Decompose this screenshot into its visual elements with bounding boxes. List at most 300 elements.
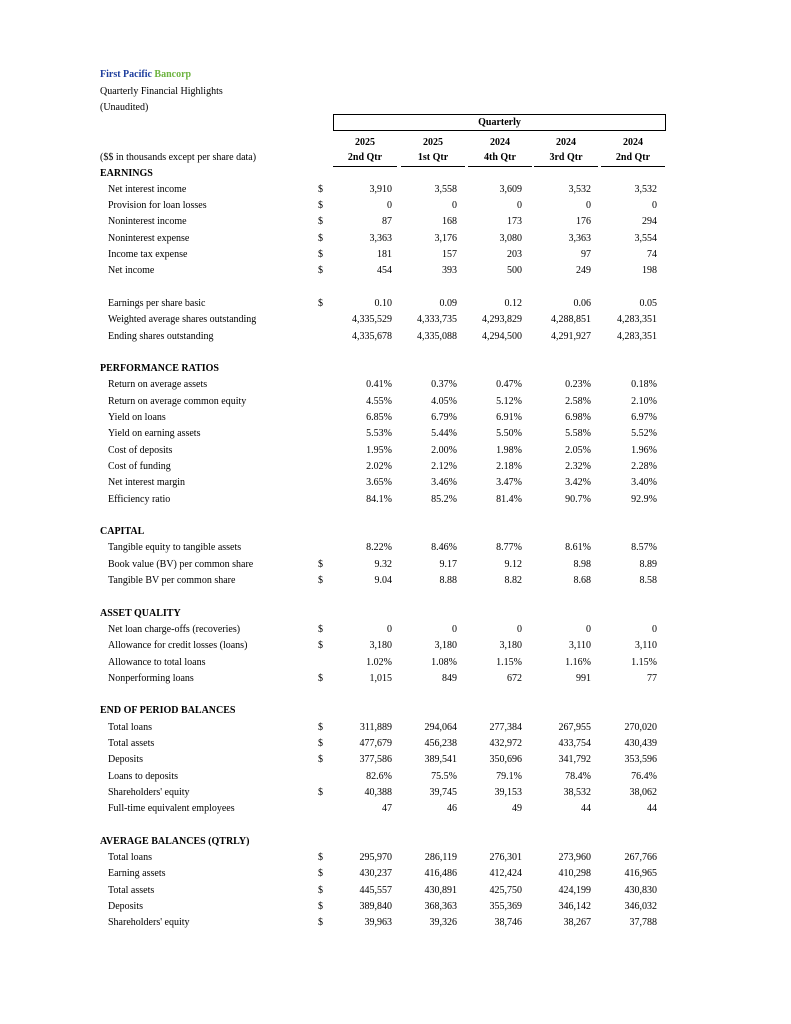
cell-value: 1.08% xyxy=(431,656,457,668)
cell-value: 4.55% xyxy=(366,395,392,407)
cell-value: 4,291,927 xyxy=(551,330,591,342)
cell-value: 157 xyxy=(442,249,457,260)
dollar-sign: $ xyxy=(318,721,323,733)
row-label: Shareholders' equity xyxy=(108,786,190,798)
cell-value: 49 xyxy=(512,803,522,815)
cell-value: 0.47% xyxy=(496,379,522,391)
dollar-sign: $ xyxy=(318,852,323,864)
cell-value: 6.85% xyxy=(366,412,392,423)
spacer-row xyxy=(0,345,791,361)
cell-value: 75.5% xyxy=(431,770,457,782)
cell-value: 97 xyxy=(581,249,591,260)
cell-value: 47 xyxy=(382,803,392,815)
cell-value: 3.40% xyxy=(631,477,657,489)
cell-value: 500 xyxy=(507,265,522,277)
table-row xyxy=(0,377,791,393)
table-row xyxy=(0,736,791,752)
cell-value: 8.89 xyxy=(639,558,657,570)
cell-value: 0.10 xyxy=(374,297,392,309)
table-row xyxy=(0,263,791,279)
cell-value: 1.16% xyxy=(565,656,591,668)
cell-value: 198 xyxy=(642,265,657,277)
cell-value: 78.4% xyxy=(565,770,591,782)
row-label: Total assets xyxy=(108,884,155,896)
cell-value: 2.28% xyxy=(631,460,657,472)
dollar-sign: $ xyxy=(318,623,323,635)
cell-value: 0 xyxy=(517,623,522,635)
cell-value: 991 xyxy=(576,672,591,684)
table-row xyxy=(0,769,791,785)
cell-value: 346,142 xyxy=(558,901,591,912)
cell-value: 0 xyxy=(586,200,591,212)
cell-value: 3,532 xyxy=(634,183,657,195)
cell-value: 0.41% xyxy=(366,379,392,391)
cell-value: 8.82 xyxy=(504,575,522,586)
cell-value: 4,335,529 xyxy=(352,314,392,326)
column-year: 2025 xyxy=(355,137,375,148)
cell-value: 311,889 xyxy=(359,721,392,733)
row-label: Cost of funding xyxy=(108,460,171,472)
cell-value: 40,388 xyxy=(364,786,392,798)
row-label: Shareholders' equity xyxy=(108,917,190,929)
table-row xyxy=(0,492,791,508)
cell-value: 355,369 xyxy=(489,901,522,912)
cell-value: 9.17 xyxy=(439,558,457,570)
column-header xyxy=(401,135,465,167)
dollar-sign: $ xyxy=(318,558,323,570)
column-year: 2025 xyxy=(423,137,443,148)
cell-value: 38,267 xyxy=(563,917,591,929)
cell-value: 203 xyxy=(507,249,522,260)
table-row xyxy=(0,655,791,671)
cell-value: 445,557 xyxy=(359,884,392,896)
cell-value: 8.68 xyxy=(573,575,591,586)
cell-value: 8.22% xyxy=(366,542,392,554)
cell-value: 9.32 xyxy=(374,558,392,570)
row-label: Efficiency ratio xyxy=(108,493,171,505)
section-heading xyxy=(0,834,791,850)
dollar-sign: $ xyxy=(318,575,323,586)
row-label: Yield on earning assets xyxy=(108,428,201,440)
cell-value: 5.12% xyxy=(496,395,522,407)
cell-value: 82.6% xyxy=(366,770,392,782)
cell-value: 92.9% xyxy=(631,493,657,505)
section-label: AVERAGE BALANCES (QTRLY) xyxy=(100,835,250,847)
cell-value: 424,199 xyxy=(558,884,591,896)
dollar-sign: $ xyxy=(318,249,323,260)
section-label: CAPITAL xyxy=(100,526,145,538)
column-quarter: 3rd Qtr xyxy=(534,150,598,167)
cell-value: 6.98% xyxy=(565,412,591,423)
cell-value: 8.77% xyxy=(496,542,522,554)
cell-value: 3,910 xyxy=(369,183,392,195)
row-label: Cost of deposits xyxy=(108,444,173,456)
section-heading xyxy=(0,606,791,622)
cell-value: 3,180 xyxy=(369,640,392,652)
row-label: Earnings per share basic xyxy=(108,297,206,309)
cell-value: 4,288,851 xyxy=(551,314,591,326)
cell-value: 350,696 xyxy=(489,754,522,766)
table-row xyxy=(0,638,791,654)
section-heading xyxy=(0,166,791,182)
cell-value: 0 xyxy=(452,623,457,635)
cell-value: 393 xyxy=(442,265,457,277)
row-label: Total loans xyxy=(108,721,153,733)
dollar-sign: $ xyxy=(318,868,323,880)
cell-value: 2.12% xyxy=(431,460,457,472)
cell-value: 0.12 xyxy=(504,297,522,309)
dollar-sign: $ xyxy=(318,901,323,912)
section-heading xyxy=(0,361,791,377)
cell-value: 76.4% xyxy=(631,770,657,782)
cell-value: 2.10% xyxy=(631,395,657,407)
row-label: Total assets xyxy=(108,738,155,749)
company-name-part1: First Pacific xyxy=(100,69,152,80)
table-row xyxy=(0,312,791,328)
column-quarter: 2nd Qtr xyxy=(333,150,397,167)
section-label: EARNINGS xyxy=(100,167,153,179)
cell-value: 2.05% xyxy=(565,444,591,456)
units-note: ($$ in thousands except per share data) xyxy=(100,152,257,163)
cell-value: 3,554 xyxy=(634,232,657,244)
cell-value: 44 xyxy=(647,803,657,815)
dollar-sign: $ xyxy=(318,183,323,195)
table-row xyxy=(0,426,791,442)
row-label: Return on average common equity xyxy=(108,395,247,407)
row-label: Ending shares outstanding xyxy=(108,330,214,342)
cell-value: 6.79% xyxy=(431,412,457,423)
cell-value: 39,326 xyxy=(429,917,457,929)
cell-value: 5.53% xyxy=(366,428,392,440)
row-label: Earning assets xyxy=(108,868,166,880)
table-row xyxy=(0,850,791,866)
section-heading xyxy=(0,703,791,719)
row-label: Deposits xyxy=(108,901,143,912)
table-row xyxy=(0,329,791,345)
cell-value: 430,439 xyxy=(624,738,657,749)
table-row xyxy=(0,182,791,198)
cell-value: 4,335,678 xyxy=(352,330,392,342)
cell-value: 273,960 xyxy=(558,852,591,864)
cell-value: 0 xyxy=(517,200,522,212)
cell-value: 85.2% xyxy=(431,493,457,505)
table-row xyxy=(0,296,791,312)
table-row xyxy=(0,231,791,247)
row-label: Net interest margin xyxy=(108,477,186,489)
cell-value: 389,840 xyxy=(359,901,392,912)
cell-value: 295,970 xyxy=(359,852,392,864)
cell-value: 1.96% xyxy=(631,444,657,456)
cell-value: 3.46% xyxy=(431,477,457,489)
cell-value: 81.4% xyxy=(496,493,522,505)
table-row xyxy=(0,866,791,882)
cell-value: 346,032 xyxy=(624,901,657,912)
cell-value: 0 xyxy=(452,200,457,212)
cell-value: 4,335,088 xyxy=(417,330,457,342)
cell-value: 5.44% xyxy=(431,428,457,440)
cell-value: 79.1% xyxy=(496,770,522,782)
cell-value: 430,237 xyxy=(359,868,392,880)
spacer-row xyxy=(0,280,791,296)
cell-value: 3,558 xyxy=(434,183,457,195)
column-year: 2024 xyxy=(556,137,576,148)
cell-value: 8.88 xyxy=(439,575,457,586)
table-row xyxy=(0,915,791,931)
table-row xyxy=(0,198,791,214)
cell-value: 0 xyxy=(387,200,392,212)
cell-value: 5.50% xyxy=(496,428,522,440)
cell-value: 0 xyxy=(586,623,591,635)
dollar-sign: $ xyxy=(318,640,323,652)
cell-value: 3.65% xyxy=(366,477,392,489)
row-label: Allowance for credit losses (loans) xyxy=(108,640,248,652)
cell-value: 432,972 xyxy=(489,738,522,749)
cell-value: 8.57% xyxy=(631,542,657,554)
row-label: Yield on loans xyxy=(108,412,166,423)
cell-value: 181 xyxy=(377,249,392,260)
cell-value: 37,788 xyxy=(629,917,657,929)
cell-value: 0.06 xyxy=(573,297,591,309)
section-label: ASSET QUALITY xyxy=(100,607,181,619)
cell-value: 1.15% xyxy=(496,656,522,668)
spacer-row xyxy=(0,818,791,834)
column-quarter: 2nd Qtr xyxy=(601,150,665,167)
cell-value: 3.47% xyxy=(496,477,522,489)
cell-value: 4,283,351 xyxy=(617,330,657,342)
dollar-sign: $ xyxy=(318,884,323,896)
cell-value: 412,424 xyxy=(489,868,522,880)
cell-value: 433,754 xyxy=(558,738,591,749)
dollar-sign: $ xyxy=(318,232,323,244)
cell-value: 3.42% xyxy=(565,477,591,489)
dollar-sign: $ xyxy=(318,200,323,212)
cell-value: 0.09 xyxy=(439,297,457,309)
cell-value: 425,750 xyxy=(489,884,522,896)
row-label: Tangible equity to tangible assets xyxy=(108,542,242,554)
cell-value: 9.04 xyxy=(374,575,392,586)
cell-value: 416,965 xyxy=(624,868,657,880)
report-subtitle: Quarterly Financial Highlights xyxy=(100,85,223,97)
cell-value: 173 xyxy=(507,216,522,228)
cell-value: 4.05% xyxy=(431,395,457,407)
column-header xyxy=(333,135,397,167)
dollar-sign: $ xyxy=(318,265,323,277)
table-row xyxy=(0,801,791,817)
cell-value: 3,609 xyxy=(499,183,522,195)
table-row xyxy=(0,557,791,573)
column-header xyxy=(601,135,665,167)
column-header xyxy=(468,135,532,167)
table-row xyxy=(0,459,791,475)
cell-value: 454 xyxy=(377,265,392,277)
cell-value: 5.58% xyxy=(565,428,591,440)
cell-value: 286,119 xyxy=(424,852,457,864)
cell-value: 46 xyxy=(447,803,457,815)
cell-value: 77 xyxy=(647,672,657,684)
cell-value: 1.02% xyxy=(366,656,392,668)
cell-value: 3,110 xyxy=(568,640,591,652)
cell-value: 8.98 xyxy=(573,558,591,570)
table-row xyxy=(0,410,791,426)
company-name-part2: Bancorp xyxy=(154,69,192,80)
cell-value: 0.05 xyxy=(639,297,657,309)
cell-value: 430,830 xyxy=(624,884,657,896)
cell-value: 0.18% xyxy=(631,379,657,391)
column-quarter: 4th Qtr xyxy=(468,150,532,167)
table-row xyxy=(0,899,791,915)
column-year: 2024 xyxy=(490,137,510,148)
spacer-row xyxy=(0,508,791,524)
cell-value: 3,080 xyxy=(499,232,522,244)
cell-value: 90.7% xyxy=(565,493,591,505)
cell-value: 0 xyxy=(652,623,657,635)
section-label: PERFORMANCE RATIOS xyxy=(100,363,219,375)
spacer-row xyxy=(0,589,791,605)
cell-value: 2.32% xyxy=(565,460,591,472)
row-label: Noninterest income xyxy=(108,216,187,228)
cell-value: 6.97% xyxy=(631,412,657,423)
cell-value: 0.23% xyxy=(565,379,591,391)
cell-value: 1.15% xyxy=(631,656,657,668)
cell-value: 39,963 xyxy=(364,917,392,929)
company-name xyxy=(100,67,223,84)
row-label: Deposits xyxy=(108,754,143,766)
dollar-sign: $ xyxy=(318,672,323,684)
cell-value: 3,180 xyxy=(434,640,457,652)
cell-value: 38,062 xyxy=(629,786,657,798)
table-row xyxy=(0,475,791,491)
row-label: Weighted average shares outstanding xyxy=(108,314,257,326)
cell-value: 3,180 xyxy=(499,640,522,652)
table-row xyxy=(0,720,791,736)
quarterly-header-box: Quarterly xyxy=(333,114,666,131)
cell-value: 8.58 xyxy=(639,575,657,586)
column-header xyxy=(534,135,598,167)
cell-value: 3,363 xyxy=(568,232,591,244)
cell-value: 270,020 xyxy=(624,721,657,733)
cell-value: 8.46% xyxy=(431,542,457,554)
row-label: Net interest income xyxy=(108,183,187,195)
cell-value: 267,955 xyxy=(558,721,591,733)
cell-value: 5.52% xyxy=(631,428,657,440)
spacer-row xyxy=(0,687,791,703)
cell-value: 410,298 xyxy=(558,868,591,880)
row-label: Nonperforming loans xyxy=(108,672,194,684)
dollar-sign: $ xyxy=(318,754,323,766)
dollar-sign: $ xyxy=(318,917,323,929)
cell-value: 1,015 xyxy=(369,672,392,684)
table-row xyxy=(0,573,791,589)
cell-value: 2.18% xyxy=(496,460,522,472)
row-label: Noninterest expense xyxy=(108,232,190,244)
cell-value: 2.02% xyxy=(366,460,392,472)
row-label: Tangible BV per common share xyxy=(108,575,236,586)
table-row xyxy=(0,622,791,638)
cell-value: 0 xyxy=(387,623,392,635)
cell-value: 176 xyxy=(576,216,591,228)
cell-value: 39,153 xyxy=(494,786,522,798)
cell-value: 672 xyxy=(507,672,522,684)
cell-value: 849 xyxy=(442,672,457,684)
table-row xyxy=(0,752,791,768)
row-label: Income tax expense xyxy=(108,249,188,260)
cell-value: 9.12 xyxy=(504,558,522,570)
cell-value: 2.00% xyxy=(431,444,457,456)
table-row xyxy=(0,394,791,410)
cell-value: 4,333,735 xyxy=(417,314,457,326)
cell-value: 8.61% xyxy=(565,542,591,554)
cell-value: 0.37% xyxy=(431,379,457,391)
dollar-sign: $ xyxy=(318,297,323,309)
row-label: Net income xyxy=(108,265,155,277)
cell-value: 1.95% xyxy=(366,444,392,456)
cell-value: 416,486 xyxy=(424,868,457,880)
row-label: Return on average assets xyxy=(108,379,208,391)
cell-value: 353,596 xyxy=(624,754,657,766)
cell-value: 39,745 xyxy=(429,786,457,798)
cell-value: 3,363 xyxy=(369,232,392,244)
cell-value: 294 xyxy=(642,216,657,228)
table-row xyxy=(0,247,791,263)
cell-value: 3,176 xyxy=(434,232,457,244)
cell-value: 87 xyxy=(382,216,392,228)
row-label: Total loans xyxy=(108,852,153,864)
cell-value: 84.1% xyxy=(366,493,392,505)
cell-value: 168 xyxy=(442,216,457,228)
column-year: 2024 xyxy=(623,137,643,148)
dollar-sign: $ xyxy=(318,786,323,798)
cell-value: 276,301 xyxy=(489,852,522,864)
table-row xyxy=(0,214,791,230)
cell-value: 3,110 xyxy=(634,640,657,652)
unaudited-note: (Unaudited) xyxy=(100,102,149,113)
table-row xyxy=(0,785,791,801)
row-label: Provision for loan losses xyxy=(108,200,207,212)
table-row xyxy=(0,540,791,556)
cell-value: 430,891 xyxy=(424,884,457,896)
dollar-sign: $ xyxy=(318,216,323,228)
row-label: Allowance to total loans xyxy=(108,656,206,668)
cell-value: 38,532 xyxy=(563,786,591,798)
table-row xyxy=(0,883,791,899)
cell-value: 1.98% xyxy=(496,444,522,456)
cell-value: 267,766 xyxy=(624,852,657,864)
cell-value: 4,283,351 xyxy=(617,314,657,326)
section-label: END OF PERIOD BALANCES xyxy=(100,705,236,717)
cell-value: 4,293,829 xyxy=(482,314,522,326)
section-heading xyxy=(0,524,791,540)
table-row xyxy=(0,443,791,459)
cell-value: 377,586 xyxy=(359,754,392,766)
cell-value: 389,541 xyxy=(424,754,457,766)
cell-value: 74 xyxy=(647,249,657,260)
cell-value: 277,384 xyxy=(489,721,522,733)
row-label: Book value (BV) per common share xyxy=(108,558,254,570)
dollar-sign: $ xyxy=(318,738,323,749)
column-quarter: 1st Qtr xyxy=(401,150,465,167)
cell-value: 6.91% xyxy=(496,412,522,423)
cell-value: 2.58% xyxy=(565,395,591,407)
cell-value: 477,679 xyxy=(359,738,392,749)
cell-value: 4,294,500 xyxy=(482,330,522,342)
cell-value: 3,532 xyxy=(568,183,591,195)
row-label: Loans to deposits xyxy=(108,770,178,782)
report-header xyxy=(100,67,223,117)
cell-value: 341,792 xyxy=(558,754,591,766)
cell-value: 294,064 xyxy=(424,721,457,733)
cell-value: 456,238 xyxy=(424,738,457,749)
cell-value: 44 xyxy=(581,803,591,815)
